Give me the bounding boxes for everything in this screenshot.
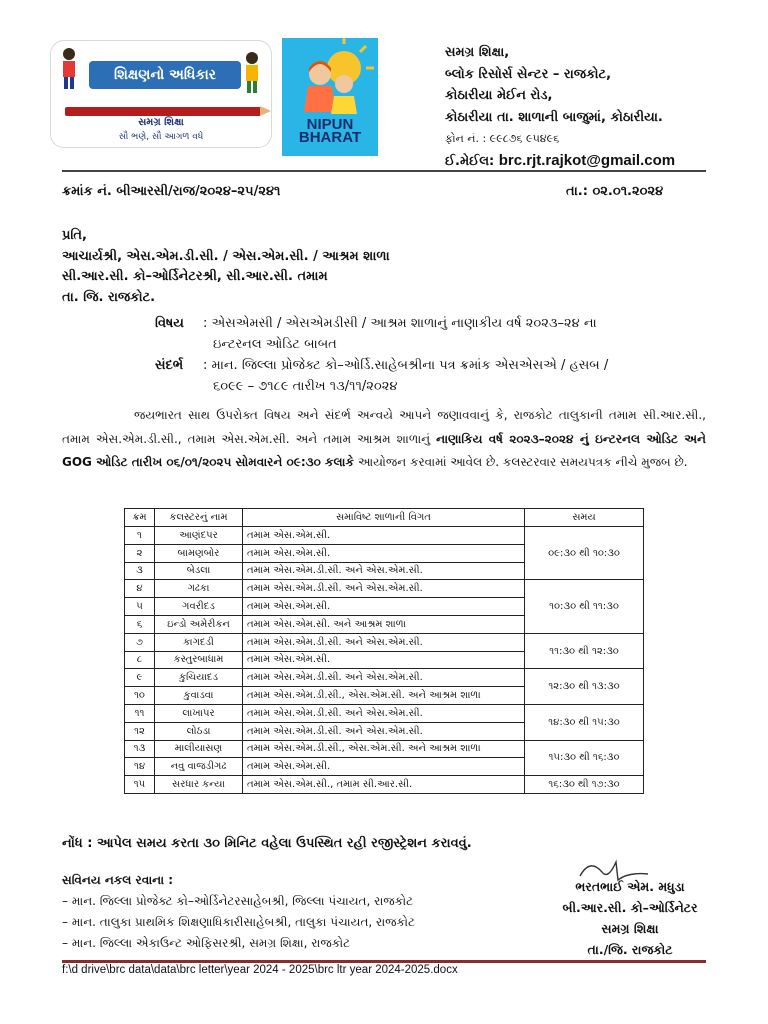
children-illustration-icon — [282, 38, 378, 118]
recipient-line: આચાર્યશ્રી, એસ.એમ.ડી.સી. / એસ.એમ.સી. / આશ્રમ શાળા — [62, 248, 390, 264]
col-header: સમય — [525, 509, 644, 527]
address-line: બ્લોક રિસોર્સ સેન્ટર – રાજકોટ, — [445, 66, 612, 82]
recipient-line: તા. જિ. રાજકોટ. — [62, 289, 156, 305]
row-number: ૪ — [125, 580, 155, 598]
nipun-bharat-logo — [282, 38, 378, 156]
row-number: ૧૪ — [125, 758, 155, 776]
table-row — [125, 740, 644, 758]
cluster-name: સરધાર કન્યા — [155, 776, 243, 794]
table-header-row — [125, 509, 644, 527]
table-row — [125, 669, 644, 687]
school-details: તમામ એસ.એમ.સી., તમામ સી.આર.સી. — [243, 776, 525, 794]
signatory-name: ભરતભાઈ એમ. મધુડા — [575, 879, 685, 894]
col-header: સમાવિષ્ટ શાળાની વિગત — [243, 509, 525, 527]
copy-to-block — [62, 870, 415, 954]
row-number: ૮ — [125, 651, 155, 669]
subject-text: : એસએમસી / એસએમડીસી / આશ્રમ શાળાનું નાણાકીય વર્ષ ૨૦૨૩–૨૪ ના — [203, 316, 597, 331]
school-details: તમામ એસ.એમ.ડી.સી. અને એસ.એમ.સી. — [243, 704, 525, 722]
school-details: તમામ એસ.એમ.ડી.સી. અને એસ.એમ.સી. — [243, 669, 525, 687]
copy-to-item: – માન. જિલ્લા એકાઉન્ટ ઓફિસરશ્રી, સમગ્ર શિક્ષા, રાજકોટ — [62, 936, 351, 950]
reference-label: સંદર્ભ — [155, 358, 184, 373]
phone-number: ફોન નં. : ૯૯૮૭૬ ૯૫૪૯૬ — [445, 132, 560, 145]
letter-date: તા.: ૦૨.૦૧.૨૦૨૪ — [566, 184, 664, 199]
logo-banner: શિક્ષણનો અધિકાર — [89, 61, 241, 89]
cluster-name: ગવરીદડ — [155, 598, 243, 616]
letter-body — [62, 404, 706, 475]
time-slot: ૧૦:૩૦ થી ૧૧:૩૦ — [525, 580, 644, 633]
row-number: ૫ — [125, 598, 155, 616]
row-number: ૭ — [125, 633, 155, 651]
school-details: તમામ એસ.એમ.ડી.સી. અને એસ.એમ.સી. — [243, 722, 525, 740]
subject-block — [155, 313, 705, 397]
child-figure-icon — [239, 51, 265, 95]
time-slot: ૧૬:૩૦ થી ૧૭:૩૦ — [525, 776, 644, 794]
email-label: ઈ.મેઈલ: — [445, 153, 495, 169]
footer-divider — [62, 960, 706, 963]
row-number: ૧ — [125, 527, 155, 545]
col-header: કલસ્ટરનું નામ — [155, 509, 243, 527]
table-row — [125, 776, 644, 794]
cluster-name: કાગદડી — [155, 633, 243, 651]
logo-text-line2: સૌ ભણે, સૌ આગળ વધે — [118, 132, 204, 142]
recipient-line: પ્રતિ, — [62, 228, 87, 243]
schedule-table — [124, 508, 644, 794]
cluster-name: કુચિયાદડ — [155, 669, 243, 687]
table-row — [125, 633, 644, 651]
recipient-block — [62, 226, 390, 308]
cluster-name: લોઠડા — [155, 722, 243, 740]
body-text: જયભારત સાથ ઉપરોક્ત વિષય અને સંદર્ભ અન્વયે આપને જણાવવાનું કે, રાજકોટ તાલુકાની તમામ સી.આર.સી., તમામ એસ.એમ.ડી.સી., તમામ એસ.એમ.સી. અને તમામ આશ્રમ શાળાનું — [62, 408, 706, 446]
time-slot: ૧૨:૩૦ થી ૧૩:૩૦ — [525, 669, 644, 705]
email-line — [445, 150, 675, 173]
school-details: તમામ એસ.એમ.ડી.સી., એસ.એમ.સી. અને આશ્રમ શાળા — [243, 687, 525, 705]
reference-number: ક્રમાંક નં. બીઆરસી/રાજ/૨૦૨૪–૨૫/૨૪૧ — [62, 184, 281, 199]
copy-to-item: – માન. તાલુકા પ્રાથમિક શિક્ષણાધિકારીસાહેબશ્રી, તાલુકા પંચાયત, રાજકોટ — [62, 915, 415, 929]
row-number: ૨ — [125, 544, 155, 562]
cluster-name: આણંદપર — [155, 527, 243, 545]
school-details: તમામ એસ.એમ.ડી.સી., એસ.એમ.સી. અને આશ્રમ શાળા — [243, 740, 525, 758]
school-details: તમામ એસ.એમ.ડી.સી. અને એસ.એમ.સી. — [243, 562, 525, 580]
school-details: તમામ એસ.એમ.સી. — [243, 758, 525, 776]
row-number: ૧૩ — [125, 740, 155, 758]
cluster-name: કુવાડવા — [155, 687, 243, 705]
signature-block — [530, 876, 730, 960]
cluster-name: નવુ વાજડીગઢ — [155, 758, 243, 776]
address-line: કોઠારીયા તા. શાળાની બાજુમાં, કોઠારીયા. — [445, 109, 663, 125]
cluster-name: લાખાપર — [155, 704, 243, 722]
row-number: ૧૧ — [125, 704, 155, 722]
time-slot: ૦૯:૩૦ થી ૧૦:૩૦ — [525, 527, 644, 580]
body-bold-text: નાણાકિય વર્ષ ૨૦૨૩–૨૦૨૪ નું ઇન્ટરનલ ઓડિટ અને GOG ઓડિટ તારીખ ૦૬/૦૧/૨૦૨૫ સોમવારને ૦૯:૩૦ કલાકે — [62, 431, 706, 469]
reference-text-cont: ૬૦૯૯ – ૭૧૮૯ તારીખ ૧૩/૧૧/૨૦૨૪ — [213, 379, 398, 394]
row-number: ૯ — [125, 669, 155, 687]
cluster-name: માલીયાસણ — [155, 740, 243, 758]
signatory-designation: બી.આર.સી. કો–ઓર્ડિનેટર — [562, 900, 698, 915]
signatory-place: તા./જિ. રાજકોટ — [587, 942, 673, 957]
col-header: ક્રમ — [125, 509, 155, 527]
time-slot: ૧૧:૩૦ થી ૧૨:૩૦ — [525, 633, 644, 669]
school-details: તમામ એસ.એમ.સી. — [243, 598, 525, 616]
copy-to-item: – માન. જિલ્લા પ્રોજેક્ટ કો–ઓર્ડિનેટરસાહેબશ્રી, જિલ્લા પંચાયત, રાજકોટ — [62, 894, 414, 908]
school-details: તમામ એસ.એમ.સી. અને આશ્રમ શાળા — [243, 615, 525, 633]
cluster-name: બેડલા — [155, 562, 243, 580]
note-text: નોંધ : આપેલ સમય કરતા ૩૦ મિનિટ વહેલા ઉપસ્થિત રહી રજીસ્ટ્રેશન કરાવવું. — [62, 836, 472, 851]
file-path: f:\d drive\brc data\data\brc letter\year 2024 - 2025\brc ltr year 2024-2025.docx — [62, 964, 458, 976]
pencil-graphic — [65, 107, 261, 116]
school-details: તમામ એસ.એમ.ડી.સી. અને એસ.એમ.સી. — [243, 633, 525, 651]
row-number: ૩ — [125, 562, 155, 580]
child-figure-icon — [57, 47, 81, 91]
cluster-name: ઇન્ડો અમેરીકન — [155, 615, 243, 633]
body-text-end: આયોજન કરવામાં આવેલ છે. કલસ્ટરવાર સમયપત્રક નીચે મુજબ છે. — [357, 455, 688, 469]
school-details: તમામ એસ.એમ.ડી.સી. અને એસ.એમ.સી. — [243, 580, 525, 598]
school-details: તમામ એસ.એમ.સી. — [243, 651, 525, 669]
signatory-org: સમગ્ર શિક્ષા — [601, 921, 659, 936]
samagra-shiksha-logo — [50, 40, 272, 148]
copy-to-heading: સવિનય નકલ રવાના : — [62, 873, 173, 887]
logo-text-line1: સમગ્ર શિક્ષા — [138, 117, 184, 128]
subject-label: વિષય — [155, 316, 184, 331]
cluster-name: ગઢકા — [155, 580, 243, 598]
row-number: ૧૫ — [125, 776, 155, 794]
school-details: તમામ એસ.એમ.સી. — [243, 527, 525, 545]
address-line: કોઠારીયા મેઈન રોડ, — [445, 88, 553, 103]
recipient-line: સી.આર.સી. કો–ઓર્ડિનેટરશ્રી, સી.આર.સી. તમામ — [62, 269, 328, 284]
table-row — [125, 580, 644, 598]
nipun-bharat-text: NIPUN BHARAT — [298, 116, 362, 146]
row-number: ૧૨ — [125, 722, 155, 740]
reference-text: : માન. જિલ્લા પ્રોજેક્ટ કો–ઓર્ડિ.સાહેબશ્રીના પત્ર ક્રમાંક એસએસએ / હસબ / — [203, 358, 609, 373]
time-slot: ૧૪:૩૦ થી ૧૫:૩૦ — [525, 704, 644, 740]
time-slot: ૧૫:૩૦ થી ૧૬:૩૦ — [525, 740, 644, 776]
address-line: સમગ્ર શિક્ષા, — [445, 45, 510, 60]
cluster-name: કસ્તુરબાધામ — [155, 651, 243, 669]
row-number: ૬ — [125, 615, 155, 633]
header-divider — [62, 170, 706, 172]
row-number: ૧૦ — [125, 687, 155, 705]
table-row — [125, 704, 644, 722]
subject-text-cont: ઇન્ટરનલ ઓડિટ બાબત — [213, 337, 337, 352]
email-address: brc.rjt.rajkot@gmail.com — [498, 151, 676, 169]
table-row — [125, 527, 644, 545]
office-address — [445, 42, 675, 172]
school-details: તમામ એસ.એમ.સી. — [243, 544, 525, 562]
cluster-name: બામણબોર — [155, 544, 243, 562]
